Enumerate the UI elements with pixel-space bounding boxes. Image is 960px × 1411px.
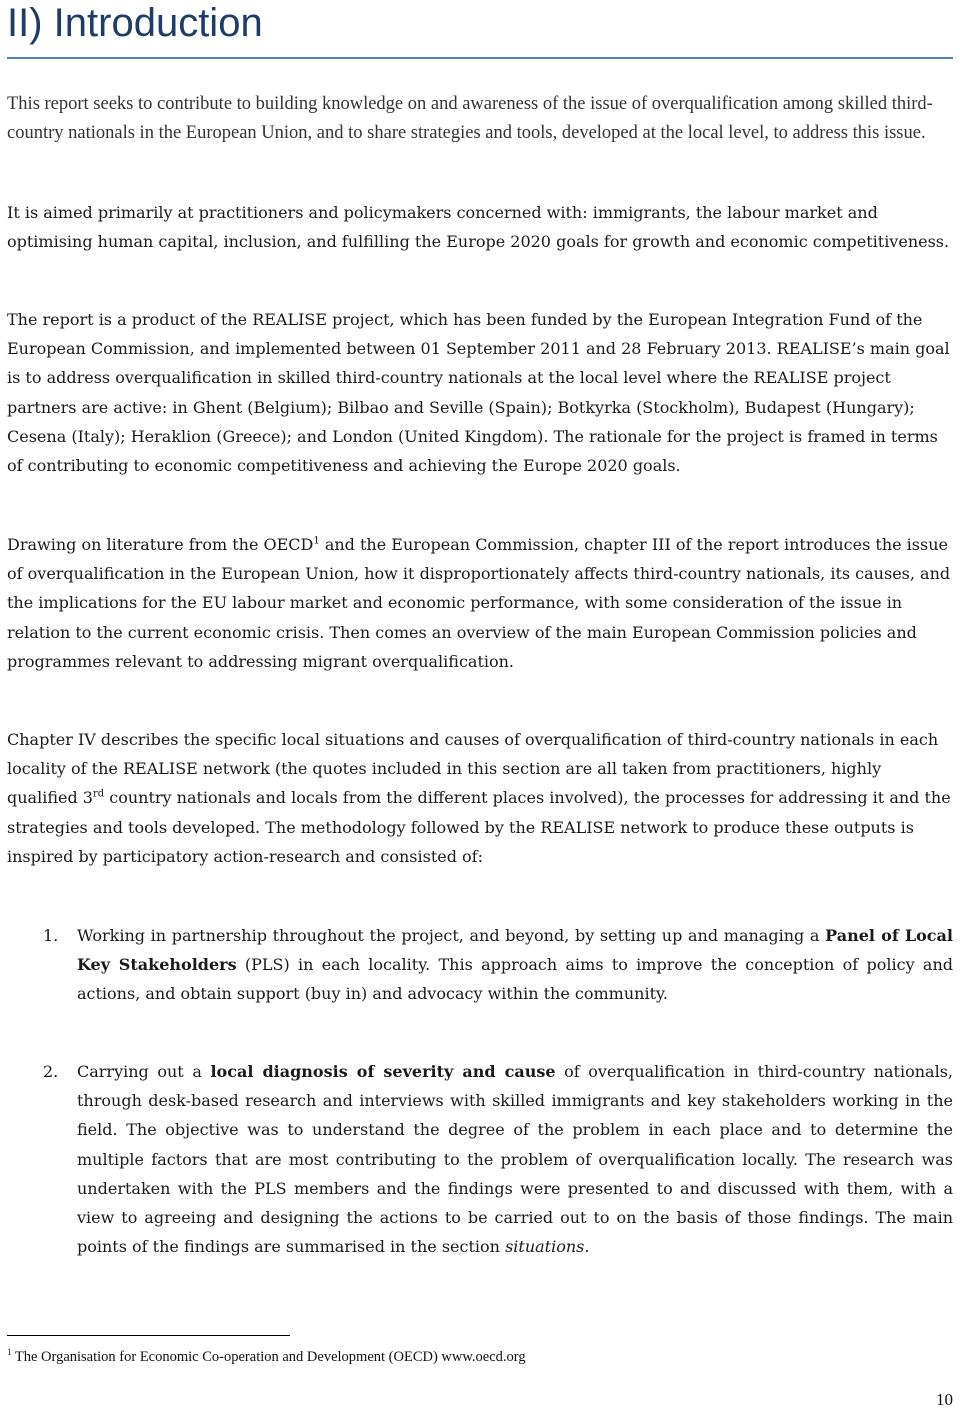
- list-item-text: [77, 1057, 953, 1261]
- footnote-marker: 1: [7, 1347, 12, 1358]
- paragraph-text: Chapter IV describes the specific local situations and causes of overqualification of third-country nationals in each locality of the REALISE network (the quotes included in this section are all taken from practitioners, highly qualified 3: [7, 730, 939, 808]
- title-underline: [7, 57, 953, 59]
- ordinal-superscript: rd: [92, 789, 105, 801]
- paragraph-text: country nationals and locals from the different places involved), the processes for addressing it and the strategies and tools developed. The methodology followed by the REALISE network to produce these outputs is inspired by participatory action-research and consisted of:: [7, 788, 951, 866]
- list-text-segment: Working in partnership throughout the project, and beyond, by setting up and managing a: [77, 926, 826, 945]
- paragraph-text: and the European Commission, chapter III of the report introduces the issue of overqualification in the European Union, how it disproportionately affects third-country nationals, its causes, and the implications for the EU labour market and economic performance, with some consideration of the issue in relation to the current economic crisis. Then comes an overview of the main European Commission policies and programmes relevant to addressing migrant overqualification.: [7, 535, 951, 671]
- paragraph-text: Drawing on literature from the OECD: [7, 535, 314, 554]
- list-text-segment: of overqualification in third-country nationals, through desk-based research and interviews with skilled immigrants and key stakeholders working in the field. The objective was to understand the degree of the problem in each place and to determine the multiple factors that are most contributing to the problem of overqualification locally. The research was undertaken with the PLS members and the findings were presented to and discussed with them, with a view to agreeing and designing the actions to be carried out to on the basis of those findings. The main points of the findings are summarised in the section: [77, 1062, 953, 1257]
- footnote-reference[interactable]: 1: [313, 535, 320, 547]
- list-bold-term: local diagnosis of severity and cause: [210, 1062, 556, 1081]
- paragraph-realise-project: The report is a product of the REALISE project, which has been funded by the European Integration Fund of the European Commission, and implemented between 01 September 2011 and 28 February 2013. REALISE’s main goal is to address overqualification in skilled third-country nationals at the local level where the REALISE project partners are active: in Ghent (Belgium); Bilbao and Seville (Spain); Botkyrka (Stockholm), Budapest (Hungary); Cesena (Italy); Heraklion (Greece); and London (United Kingdom). The rationale for the project is framed in terms of contributing to economic competitiveness and achieving the Europe 2020 goals.: [7, 310, 950, 476]
- list-italic-term: situations.: [505, 1237, 590, 1257]
- paragraph-audience: It is aimed primarily at practitioners and policymakers concerned with: immigrants, the labour market and optimising human capital, inclusion, and fulfilling the Europe 2020 goals for growth and economic competitiveness.: [7, 203, 950, 252]
- footnote: [7, 1348, 526, 1366]
- paragraph-chapter-three: [7, 530, 953, 676]
- page-number: 10: [936, 1390, 953, 1409]
- list-bold-term: Panel of Local Key Stakeholders: [77, 926, 953, 975]
- list-text-segment: Carrying out a: [77, 1062, 211, 1081]
- list-item-text: [77, 921, 953, 1009]
- list-number: 1.: [43, 926, 59, 945]
- paragraph-intro: This report seeks to contribute to building knowledge on and awareness of the issue of overqualification among skilled third-country nationals in the European Union, and to share strategies and tools, developed at the local level, to address this issue.: [7, 94, 933, 143]
- paragraph-chapter-four: [7, 725, 953, 871]
- section-title: II) Introduction: [7, 1, 263, 45]
- footnote-separator: [7, 1335, 290, 1336]
- list-text-segment: (PLS) in each locality. This approach aims to improve the conception of policy and actions, and obtain support (buy in) and advocacy within the community.: [77, 955, 953, 1004]
- list-number: 2.: [43, 1062, 59, 1081]
- footnote-text: The Organisation for Economic Co-operation and Development (OECD) www.oecd.org: [11, 1349, 526, 1365]
